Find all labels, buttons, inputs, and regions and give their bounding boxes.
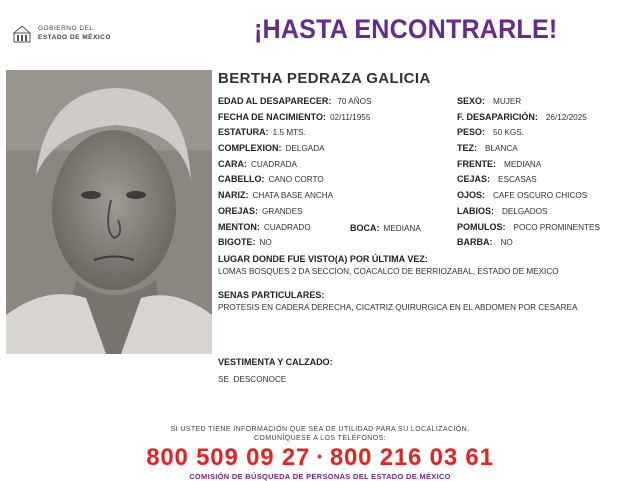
field-cabello [218,174,324,185]
logo-line-2: ESTADO DE MÉXICO [38,34,111,41]
field-complexion [218,143,325,154]
field-menton-label: MENTON: [218,222,260,232]
field-boca-value: MEDIANA [383,224,421,233]
logo-line-1: GOBIERNO DEL [38,25,94,32]
field-nariz-value: CHATA BASE ANCHA [252,191,334,200]
field-fecha-nacimiento [218,112,370,123]
field-cejas-value: ESCASAS [498,175,537,184]
field-tez [457,143,518,154]
government-logo [12,22,122,48]
field-ojos-value: CAFE OSCURO CHICOS [493,191,588,200]
vestimenta-label: VESTIMENTA Y CALZADO: [218,357,333,367]
field-peso-label: PESO: [457,127,486,137]
field-estatura [218,127,306,138]
field-pomulos-value: POCO PROMINENTES [513,223,600,232]
field-bigote [218,237,272,248]
field-peso-value: 50 KGS. [493,128,524,137]
phone-numbers [0,444,640,472]
field-fecha-desaparicion-value: 26/12/2025 [545,113,587,122]
field-tez-label: TEZ: [457,143,477,153]
missing-person-photo [6,70,212,354]
field-cejas-label: CEJAS: [457,174,491,184]
senas-value: PROTESIS EN CADERA DERECHA, CICATRIZ QUIRURGICA EN EL ABDOMEN POR CESAREA [218,303,578,312]
field-menton [218,222,311,233]
field-barba [457,237,513,248]
field-orejas [218,206,303,217]
field-sexo [457,96,521,107]
field-tez-value: BLANCA [485,144,518,153]
phone-number-2: 800 216 03 61 [329,444,494,471]
field-frente [457,159,541,170]
field-bigote-value: NO [259,238,272,247]
field-nariz-label: NARIZ: [218,190,249,200]
field-labios-value: DELGADOS [502,207,548,216]
vestimenta-value: SE DESCONOCE [218,375,287,384]
field-barba-label: BARBA: [457,237,493,247]
field-edad-label: EDAD AL DESAPARECER: [218,96,332,106]
field-fecha-nacimiento-label: FECHA DE NACIMIENTO: [218,112,326,122]
field-labios-label: LABIOS: [457,206,494,216]
field-edad-value: 70 AÑOS [337,97,372,106]
field-cara [218,159,297,170]
field-cabello-value: CANO CORTO [268,175,324,184]
field-pomulos-label: POMULOS: [457,222,506,232]
field-orejas-label: OREJAS: [218,206,259,216]
field-labios [457,206,548,217]
field-ojos [457,190,587,201]
person-name: BERTHA PEDRAZA GALICIA [218,70,431,87]
field-menton-value: CUADRADO [263,223,311,232]
field-cejas [457,174,537,185]
field-estatura-value: 1.5 MTS. [272,128,306,137]
field-fecha-desaparicion-label: F. DESAPARICIÓN: [457,112,538,122]
contact-info-line-1: SI USTED TIENE INFORMACIÓN QUE SEA DE UTILIDAD PARA SU LOCALIZACIÓN, [170,426,470,433]
lugar-value: LOMAS BOSQUES 2 DA SECCION, COACALCO DE BERRIOZABAL, ESTADO DE MEXICO [218,267,559,276]
government-seal-icon [12,24,32,44]
field-boca-label: BOCA: [350,223,380,233]
footer-commission: COMISIÓN DE BÚSQUEDA DE PERSONAS DEL ESTADO DE MÉXICO [189,472,451,481]
field-barba-value: NO [500,238,513,247]
field-frente-label: FRENTE: [457,159,496,169]
field-nariz [218,190,333,201]
field-cara-label: CARA: [218,159,247,169]
field-bigote-label: BIGOTE: [218,237,256,247]
field-frente-value: MEDIANA [504,160,542,169]
field-orejas-value: GRANDES [262,207,303,216]
senas-label: SENAS PARTICULARES: [218,290,325,300]
field-sexo-label: SEXO: [457,96,486,106]
field-estatura-label: ESTATURA: [218,127,269,137]
headline: ¡HASTA ENCONTRARLE! [254,14,558,44]
lugar-label: LUGAR DONDE FUE VISTO(A) POR ÚLTIMA VEZ: [218,254,428,264]
field-peso [457,127,524,138]
field-fecha-nacimiento-value: 02/11/1955 [330,113,371,122]
field-fecha-desaparicion [457,112,587,123]
field-ojos-label: OJOS: [457,190,486,200]
phone-separator: • [317,447,323,464]
field-cara-value: CUADRADA [251,160,297,169]
field-edad [218,96,371,107]
field-sexo-value: MUJER [493,97,522,106]
field-cabello-label: CABELLO: [218,174,265,184]
contact-info-line-2: COMUNÍQUESE A LOS TELÉFONOS: [253,435,387,442]
phone-number-1: 800 509 09 27 [146,444,311,471]
field-boca [350,223,421,234]
field-complexion-value: DELGADA [285,144,325,153]
field-pomulos [457,222,600,233]
field-complexion-label: COMPLEXION: [218,143,282,153]
